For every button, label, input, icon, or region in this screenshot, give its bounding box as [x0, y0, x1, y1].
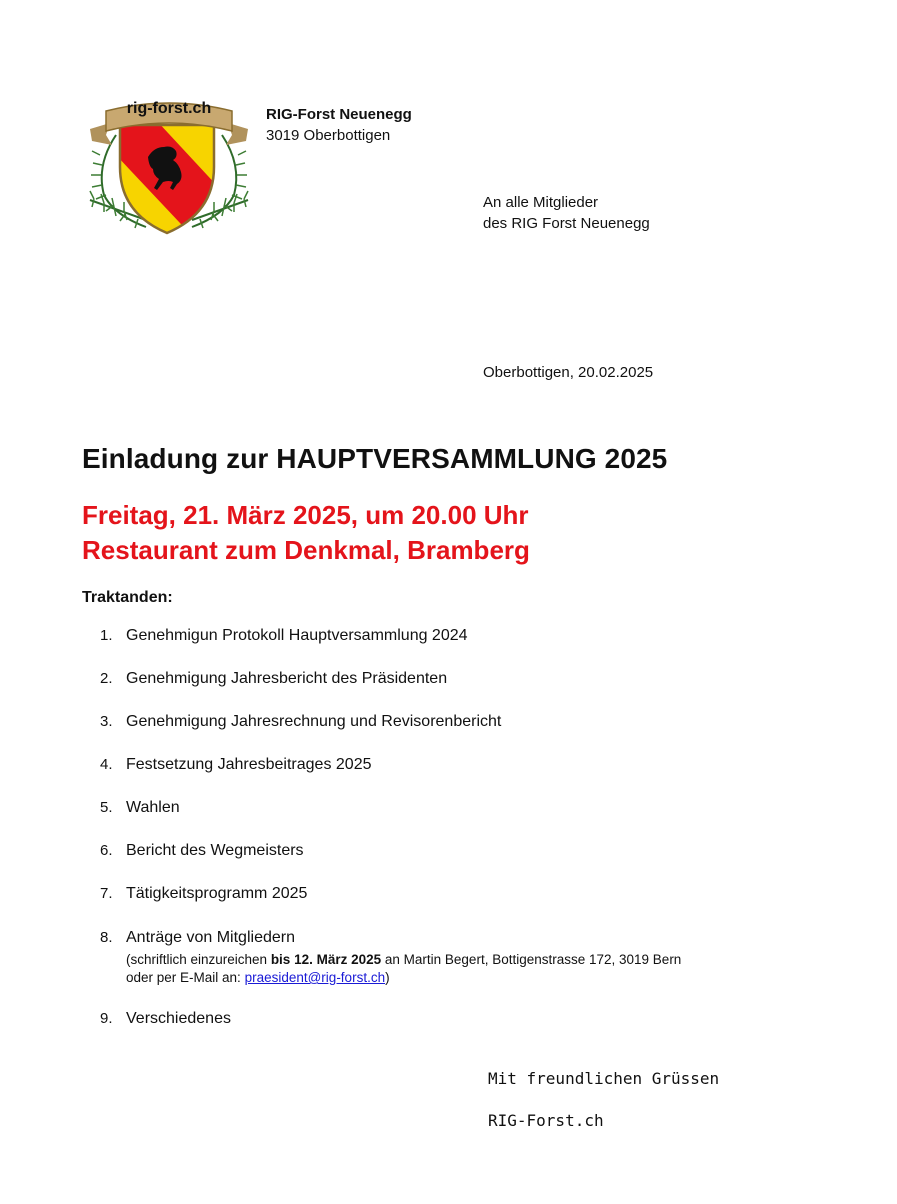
agenda-item-text: Genehmigung Jahresbericht des Präsidenten [126, 670, 448, 687]
signature: RIG-Forst.ch [488, 1111, 604, 1130]
agenda-item-text: Bericht des Wegmeisters [126, 842, 304, 859]
agenda-item [100, 929, 682, 985]
agenda-item [100, 842, 304, 860]
agenda-item-number: 4. [100, 756, 113, 773]
sender-name: RIG-Forst Neuenegg [266, 106, 412, 123]
note-email-prefix: oder per E-Mail an: [126, 970, 245, 985]
agenda-note-line-2 [126, 969, 681, 987]
agenda-item [100, 885, 307, 903]
event-location: Restaurant zum Denkmal, Bramberg [82, 535, 530, 565]
agenda-item-text: Tätigkeitsprogramm 2025 [126, 885, 308, 902]
recipient-line-1: An alle Mitglieder [483, 194, 599, 211]
agenda-note-line-1 [126, 951, 681, 969]
sender-address [266, 104, 412, 146]
agenda-item-number: 7. [100, 885, 113, 902]
closing-greeting: Mit freundlichen Grüssen [488, 1069, 720, 1088]
agenda-item [100, 670, 447, 688]
date-line: Oberbottigen, 20.02.2025 [483, 364, 654, 381]
agenda-item [100, 713, 501, 731]
event-datetime: Freitag, 21. März 2025, um 20.00 Uhr [82, 500, 529, 530]
agenda-item-text: Genehmigung Jahresrechnung und Revisorenbericht [126, 713, 502, 730]
agenda-item [100, 756, 371, 774]
note-prefix: (schriftlich einzureichen [126, 952, 271, 967]
agenda-item [100, 799, 180, 817]
note-deadline: bis 12. März 2025 [270, 952, 382, 967]
agenda-item [100, 627, 468, 645]
agenda-item [100, 1010, 231, 1028]
club-logo [86, 95, 252, 240]
note-suffix: an Martin Begert, Bottigenstrasse 172, 3019 Bern [381, 952, 682, 967]
agenda-item-text: Wahlen [126, 799, 180, 816]
agenda-item-number: 5. [100, 799, 113, 816]
agenda-item-note [126, 951, 681, 987]
recipient-line-2: des RIG Forst Neuenegg [483, 215, 650, 232]
agenda-item-number: 1. [100, 627, 113, 644]
agenda-item-text: Festsetzung Jahresbeitrages 2025 [126, 756, 372, 773]
sender-city: 3019 Oberbottigen [266, 127, 391, 144]
logo-text: rig-forst.ch [126, 100, 212, 117]
agenda-item-number: 8. [100, 929, 113, 946]
agenda-item-number: 2. [100, 670, 113, 687]
agenda-heading: Traktanden: [82, 589, 173, 606]
agenda-item-text: Anträge von Mitgliedern [126, 929, 295, 946]
event-details [82, 498, 530, 568]
agenda-item-text: Verschiedenes [126, 1010, 231, 1027]
agenda-item-number: 9. [100, 1010, 113, 1027]
agenda-item-number: 6. [100, 842, 113, 859]
agenda-item-number: 3. [100, 713, 113, 730]
agenda-item-text: Genehmigun Protokoll Hauptversammlung 2024 [126, 627, 468, 644]
page-title: Einladung zur HAUPTVERSAMMLUNG 2025 [82, 443, 668, 474]
email-link[interactable]: praesident@rig-forst.ch [244, 970, 386, 985]
recipient-address [483, 192, 650, 234]
note-close-paren: ) [385, 970, 390, 985]
